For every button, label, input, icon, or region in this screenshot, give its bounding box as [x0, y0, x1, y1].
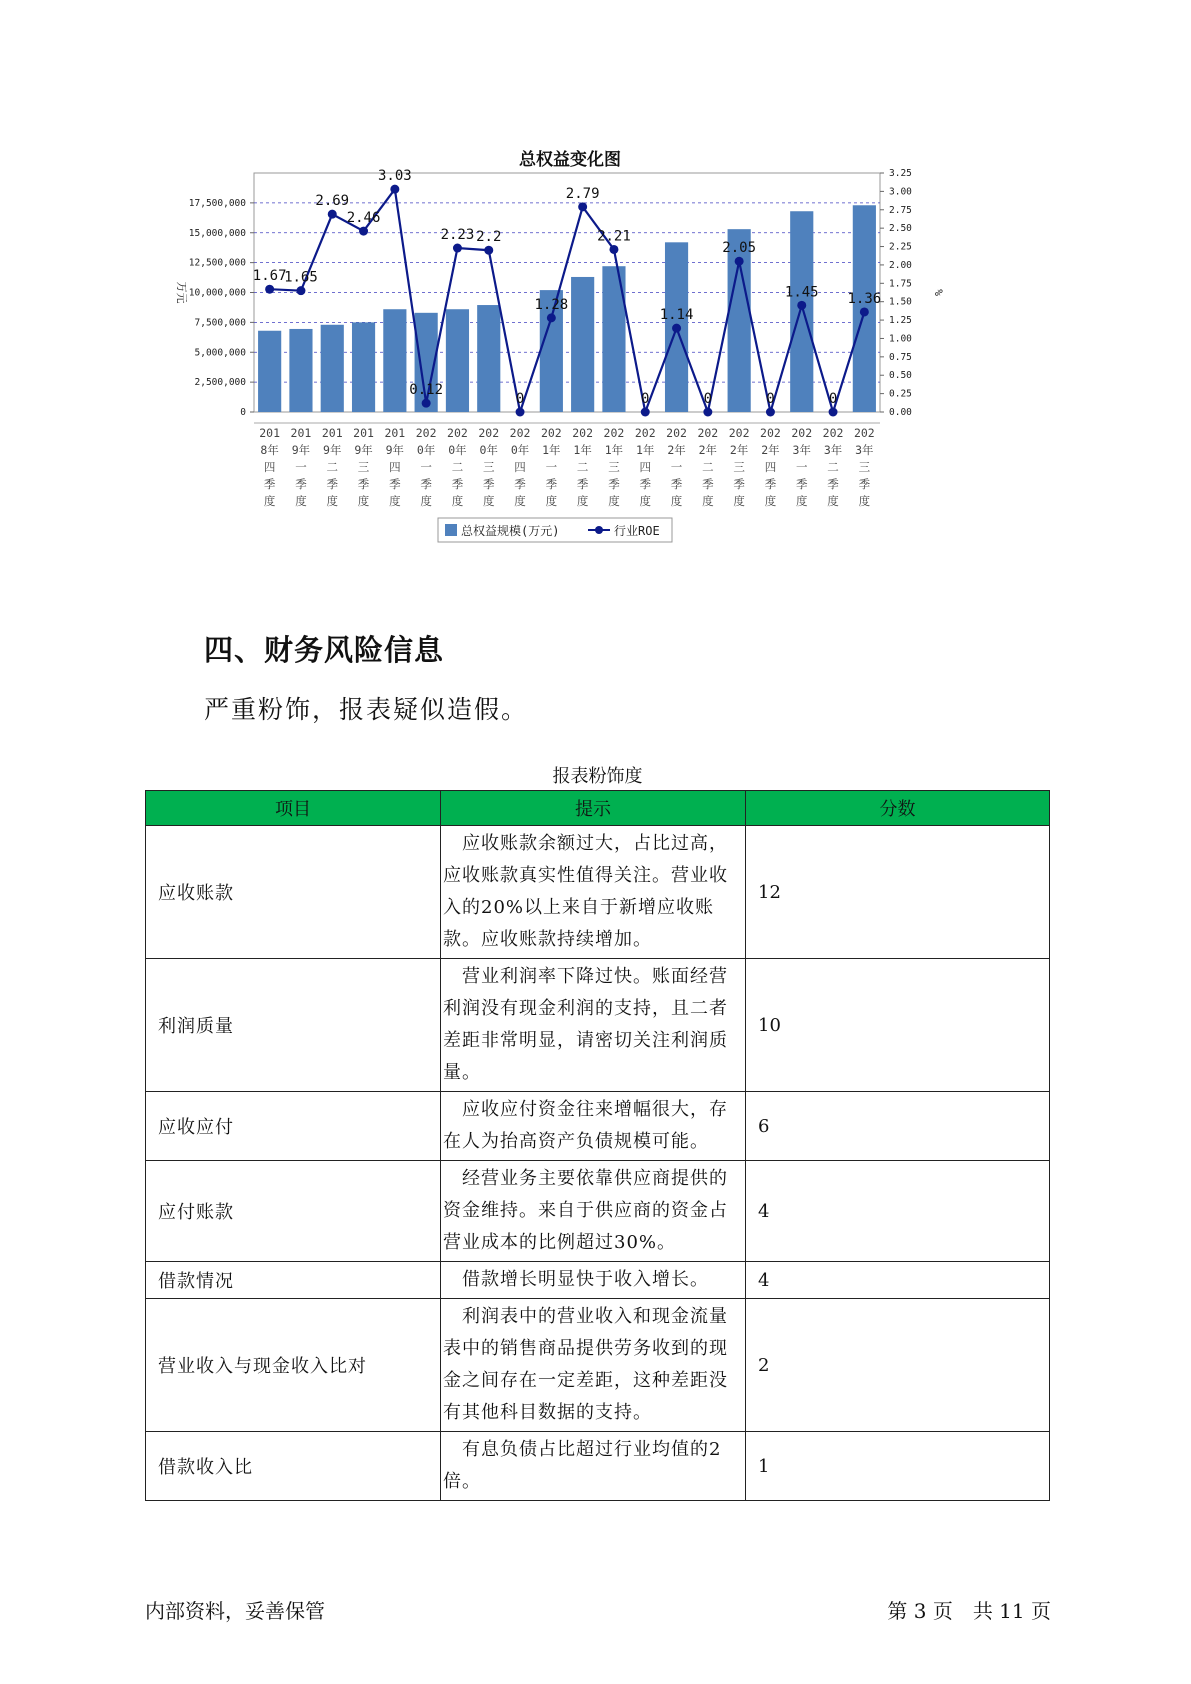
x-tick-label: 202	[697, 426, 719, 440]
x-tick-label: 度	[733, 494, 745, 508]
row-item: 借款收入比	[146, 1432, 441, 1501]
section-text: 严重粉饰，报表疑似造假。	[204, 695, 529, 724]
roe-data-label: 0	[766, 391, 775, 407]
roe-data-label: 1.28	[534, 296, 569, 313]
row-hint: 有息负债占比超过行业均值的2倍。	[441, 1432, 746, 1501]
roe-data-label: 1.36	[847, 290, 882, 307]
row-hint: 借款增长明显快于收入增长。	[441, 1262, 746, 1299]
x-tick-label: 9年	[354, 443, 373, 457]
table-row	[146, 1299, 1050, 1432]
x-tick-label: 季	[702, 477, 714, 491]
x-tick-label: 201	[321, 426, 343, 440]
x-tick-label: 季	[733, 477, 745, 491]
x-tick-label: 202	[666, 426, 687, 440]
roe-data-label: 2.05	[722, 240, 757, 257]
roe-data-label: 2.2	[476, 229, 502, 246]
bar	[728, 229, 751, 412]
y-tick-label: 12,500,000	[188, 257, 246, 269]
x-tick-label: 四	[639, 460, 651, 474]
y2-tick-label: 0.00	[889, 407, 912, 418]
x-tick-label: 202	[853, 426, 875, 440]
x-tick-label: 2年	[761, 443, 780, 457]
bar	[258, 331, 281, 412]
roe-data-label: 1.14	[659, 307, 694, 324]
row-hint: 营业利润率下降过快。账面经营利润没有现金利润的支持，且二者差距非常明显，请密切关注利润质量。	[441, 959, 746, 1092]
x-tick-label: 四	[263, 460, 276, 474]
roe-data-label: 1.67	[252, 268, 287, 285]
row-score: 1	[746, 1432, 1050, 1501]
x-tick-label: 202	[634, 426, 656, 440]
bar	[383, 309, 406, 412]
x-tick-label: 二	[576, 460, 589, 474]
roe-point	[390, 185, 399, 194]
roe-point	[328, 210, 337, 219]
x-tick-label: 度	[326, 494, 338, 508]
row-hint: 经营业务主要依靠供应商提供的资金维持。来自于供应商的资金占营业成本的比例超过30%。	[441, 1161, 746, 1262]
x-tick-label: 二	[702, 460, 714, 474]
bar	[352, 322, 375, 412]
chart-svg	[170, 135, 960, 595]
x-tick-label: 2年	[729, 443, 749, 457]
row-hint: 应收应付资金往来增幅很大，存在人为抬高资产负债规模可能。	[441, 1092, 746, 1161]
x-tick-label: 度	[639, 494, 651, 508]
roe-point	[484, 246, 493, 255]
x-tick-label: 0年	[416, 443, 436, 457]
roe-point	[609, 245, 618, 254]
x-tick-label: 一	[796, 460, 808, 474]
risk-table	[145, 790, 1050, 1501]
x-tick-label: 0年	[448, 443, 467, 457]
x-tick-label: 二	[827, 460, 839, 474]
section-title: 四、财务风险信息	[204, 633, 445, 667]
x-tick-label: 二	[326, 460, 338, 474]
x-tick-label: 一	[545, 460, 558, 474]
table-row	[146, 959, 1050, 1092]
x-tick-label: 201	[353, 426, 374, 440]
roe-data-label: 2.23	[440, 227, 475, 244]
x-tick-label: 度	[545, 494, 558, 508]
bar	[321, 325, 344, 412]
x-tick-label: 202	[572, 426, 594, 440]
x-tick-label: 四	[764, 460, 777, 474]
row-score: 12	[746, 826, 1050, 959]
x-tick-label: 度	[702, 494, 714, 508]
roe-point	[860, 307, 869, 316]
table-row	[146, 1161, 1050, 1262]
x-tick-label: 季	[420, 477, 432, 491]
roe-data-label: 2.69	[315, 193, 350, 210]
roe-data-label: 1.45	[784, 284, 819, 301]
roe-data-label: 2.21	[597, 228, 631, 245]
x-tick-label: 9年	[385, 443, 405, 457]
x-tick-label: 三	[733, 460, 745, 474]
x-tick-label: 季	[326, 477, 338, 491]
legend-line-marker	[595, 526, 603, 534]
y-axis-label: 万元	[175, 281, 188, 304]
roe-point	[766, 408, 775, 417]
table-caption: 报表粉饰度	[552, 766, 643, 787]
roe-data-label: 2.79	[565, 185, 600, 202]
row-score: 6	[746, 1092, 1050, 1161]
x-tick-label: 二	[451, 460, 464, 474]
legend-bar-label: 总权益规模(万元)	[461, 524, 560, 538]
x-tick-label: 度	[514, 494, 526, 508]
x-tick-label: 2年	[667, 443, 686, 457]
x-tick-label: 一	[670, 460, 683, 474]
header-item: 项目	[146, 791, 441, 826]
y2-tick-label: 3.25	[889, 168, 912, 179]
equity-chart	[170, 135, 960, 595]
roe-data-label: 2.46	[346, 210, 381, 227]
y-tick-label: 5,000,000	[194, 347, 246, 359]
x-tick-label: 三	[483, 460, 495, 474]
y-tick-label: 15,000,000	[188, 227, 246, 239]
y2-tick-label: 1.00	[889, 333, 912, 345]
x-tick-label: 8年	[260, 443, 279, 457]
row-item: 应收账款	[146, 826, 441, 959]
x-tick-label: 季	[608, 477, 620, 491]
x-tick-label: 季	[639, 477, 651, 491]
x-tick-label: 度	[827, 494, 839, 508]
bar	[289, 329, 312, 412]
x-tick-label: 季	[827, 477, 839, 491]
y2-tick-label: 1.75	[889, 278, 912, 290]
y2-axis-label: %	[932, 289, 945, 296]
x-tick-label: 201	[290, 426, 312, 440]
y2-tick-label: 1.50	[889, 296, 912, 308]
roe-point	[797, 301, 806, 310]
x-tick-label: 9年	[323, 443, 342, 457]
x-tick-label: 季	[576, 477, 589, 491]
x-tick-label: 一	[420, 460, 432, 474]
x-tick-label: 度	[576, 494, 589, 508]
header-hint: 提示	[441, 791, 746, 826]
x-tick-label: 201	[259, 426, 281, 440]
y-tick-label: 10,000,000	[188, 287, 246, 299]
legend-line-label: 行业ROE	[614, 524, 660, 538]
x-tick-label: 四	[389, 460, 401, 474]
x-tick-label: 202	[760, 426, 781, 440]
x-tick-label: 度	[451, 494, 464, 508]
y2-tick-label: 2.00	[889, 259, 912, 271]
y-tick-label: 7,500,000	[194, 317, 246, 329]
chart-title: 总权益变化图	[519, 150, 621, 170]
y2-tick-label: 2.50	[889, 223, 912, 235]
roe-point	[578, 202, 587, 211]
y2-tick-label: 3.00	[889, 186, 912, 198]
x-tick-label: 季	[483, 477, 495, 491]
roe-point	[703, 408, 712, 417]
roe-point	[672, 324, 681, 333]
x-tick-label: 202	[822, 426, 844, 440]
x-tick-label: 3年	[823, 443, 843, 457]
roe-point	[829, 408, 838, 417]
roe-data-label: 0.12	[409, 382, 444, 399]
table-row	[146, 1262, 1050, 1299]
x-tick-label: 三	[608, 460, 620, 474]
roe-point	[641, 408, 650, 417]
x-tick-label: 季	[858, 477, 871, 491]
x-tick-label: 201	[384, 426, 406, 440]
roe-point	[453, 244, 462, 253]
x-tick-label: 1年	[604, 443, 624, 457]
x-tick-label: 度	[608, 494, 620, 508]
y2-tick-label: 0.25	[889, 388, 912, 400]
bar	[790, 211, 813, 412]
y2-tick-label: 0.75	[889, 351, 912, 363]
x-tick-label: 2年	[698, 443, 718, 457]
roe-data-label: 0	[515, 391, 525, 407]
y-tick-label: 0	[240, 407, 246, 418]
y2-tick-label: 2.75	[889, 204, 912, 216]
x-tick-label: 0年	[510, 443, 530, 457]
table-row	[146, 826, 1050, 959]
table-header-row	[146, 791, 1050, 826]
table-row	[146, 1432, 1050, 1501]
y-tick-label: 2,500,000	[194, 377, 246, 389]
x-tick-label: 度	[420, 494, 432, 508]
x-tick-label: 季	[764, 477, 777, 491]
x-tick-label: 度	[670, 494, 683, 508]
row-score: 4	[746, 1161, 1050, 1262]
x-tick-label: 202	[603, 426, 625, 440]
y-tick-label: 17,500,000	[188, 197, 246, 209]
x-tick-label: 季	[545, 477, 558, 491]
x-tick-label: 一	[295, 460, 307, 474]
x-tick-label: 1年	[636, 443, 655, 457]
roe-data-label: 0	[641, 391, 650, 407]
table-row	[146, 1092, 1050, 1161]
row-item: 应付账款	[146, 1161, 441, 1262]
x-tick-label: 季	[796, 477, 808, 491]
roe-point	[359, 227, 368, 236]
row-item: 利润质量	[146, 959, 441, 1092]
x-tick-label: 度	[389, 494, 401, 508]
row-item: 营业收入与现金收入比对	[146, 1299, 441, 1432]
roe-point	[265, 285, 274, 294]
x-tick-label: 度	[357, 494, 370, 508]
x-tick-label: 季	[514, 477, 526, 491]
x-tick-label: 度	[263, 494, 276, 508]
x-tick-label: 度	[764, 494, 777, 508]
x-tick-label: 202	[447, 426, 468, 440]
roe-data-label: 0	[703, 391, 713, 407]
x-tick-label: 季	[389, 477, 401, 491]
x-tick-label: 季	[357, 477, 370, 491]
x-tick-label: 度	[295, 494, 307, 508]
x-tick-label: 0年	[479, 443, 498, 457]
x-tick-label: 1年	[542, 443, 561, 457]
footer-right: 第 3 页 共 11 页	[887, 1599, 1051, 1623]
roe-point	[296, 286, 305, 295]
x-tick-label: 四	[514, 460, 526, 474]
row-score: 2	[746, 1299, 1050, 1432]
roe-data-label: 1.65	[284, 269, 318, 286]
y2-tick-label: 0.50	[889, 370, 912, 382]
x-tick-label: 三	[858, 460, 871, 474]
y2-tick-label: 2.25	[889, 241, 912, 253]
x-tick-label: 三	[357, 460, 370, 474]
x-tick-label: 3年	[855, 443, 874, 457]
row-score: 10	[746, 959, 1050, 1092]
roe-data-label: 0	[828, 391, 838, 407]
x-tick-label: 1年	[573, 443, 592, 457]
legend-bar-swatch	[445, 524, 457, 536]
bar	[477, 305, 500, 412]
x-tick-label: 3年	[792, 443, 811, 457]
roe-point	[735, 257, 744, 266]
row-hint: 应收账款余额过大，占比过高，应收账款真实性值得关注。营业收入的20%以上来自于新增应收账款。应收账款持续增加。	[441, 826, 746, 959]
x-tick-label: 季	[451, 477, 464, 491]
x-tick-label: 202	[415, 426, 437, 440]
x-tick-label: 9年	[291, 443, 311, 457]
x-tick-label: 202	[478, 426, 500, 440]
x-tick-label: 度	[796, 494, 808, 508]
x-tick-label: 202	[540, 426, 562, 440]
x-tick-label: 度	[858, 494, 871, 508]
header-score: 分数	[746, 791, 1050, 826]
bar	[446, 309, 469, 412]
x-tick-label: 季	[263, 477, 276, 491]
bar	[571, 277, 594, 412]
roe-data-label: 3.03	[377, 168, 412, 185]
x-tick-label: 202	[791, 426, 813, 440]
roe-point	[547, 313, 556, 322]
row-hint: 利润表中的营业收入和现金流量表中的销售商品提供劳务收到的现金之间存在一定差距，这种差距没有其他科目数据的支持。	[441, 1299, 746, 1432]
footer-left: 内部资料，妥善保管	[145, 1599, 325, 1623]
x-tick-label: 202	[728, 426, 750, 440]
x-tick-label: 季	[295, 477, 307, 491]
row-item: 借款情况	[146, 1262, 441, 1299]
roe-point	[422, 399, 431, 408]
roe-point	[516, 408, 525, 417]
y2-tick-label: 1.25	[889, 315, 912, 327]
x-tick-label: 202	[509, 426, 531, 440]
row-item: 应收应付	[146, 1092, 441, 1161]
row-score: 4	[746, 1262, 1050, 1299]
x-tick-label: 季	[670, 477, 683, 491]
x-tick-label: 度	[483, 494, 495, 508]
